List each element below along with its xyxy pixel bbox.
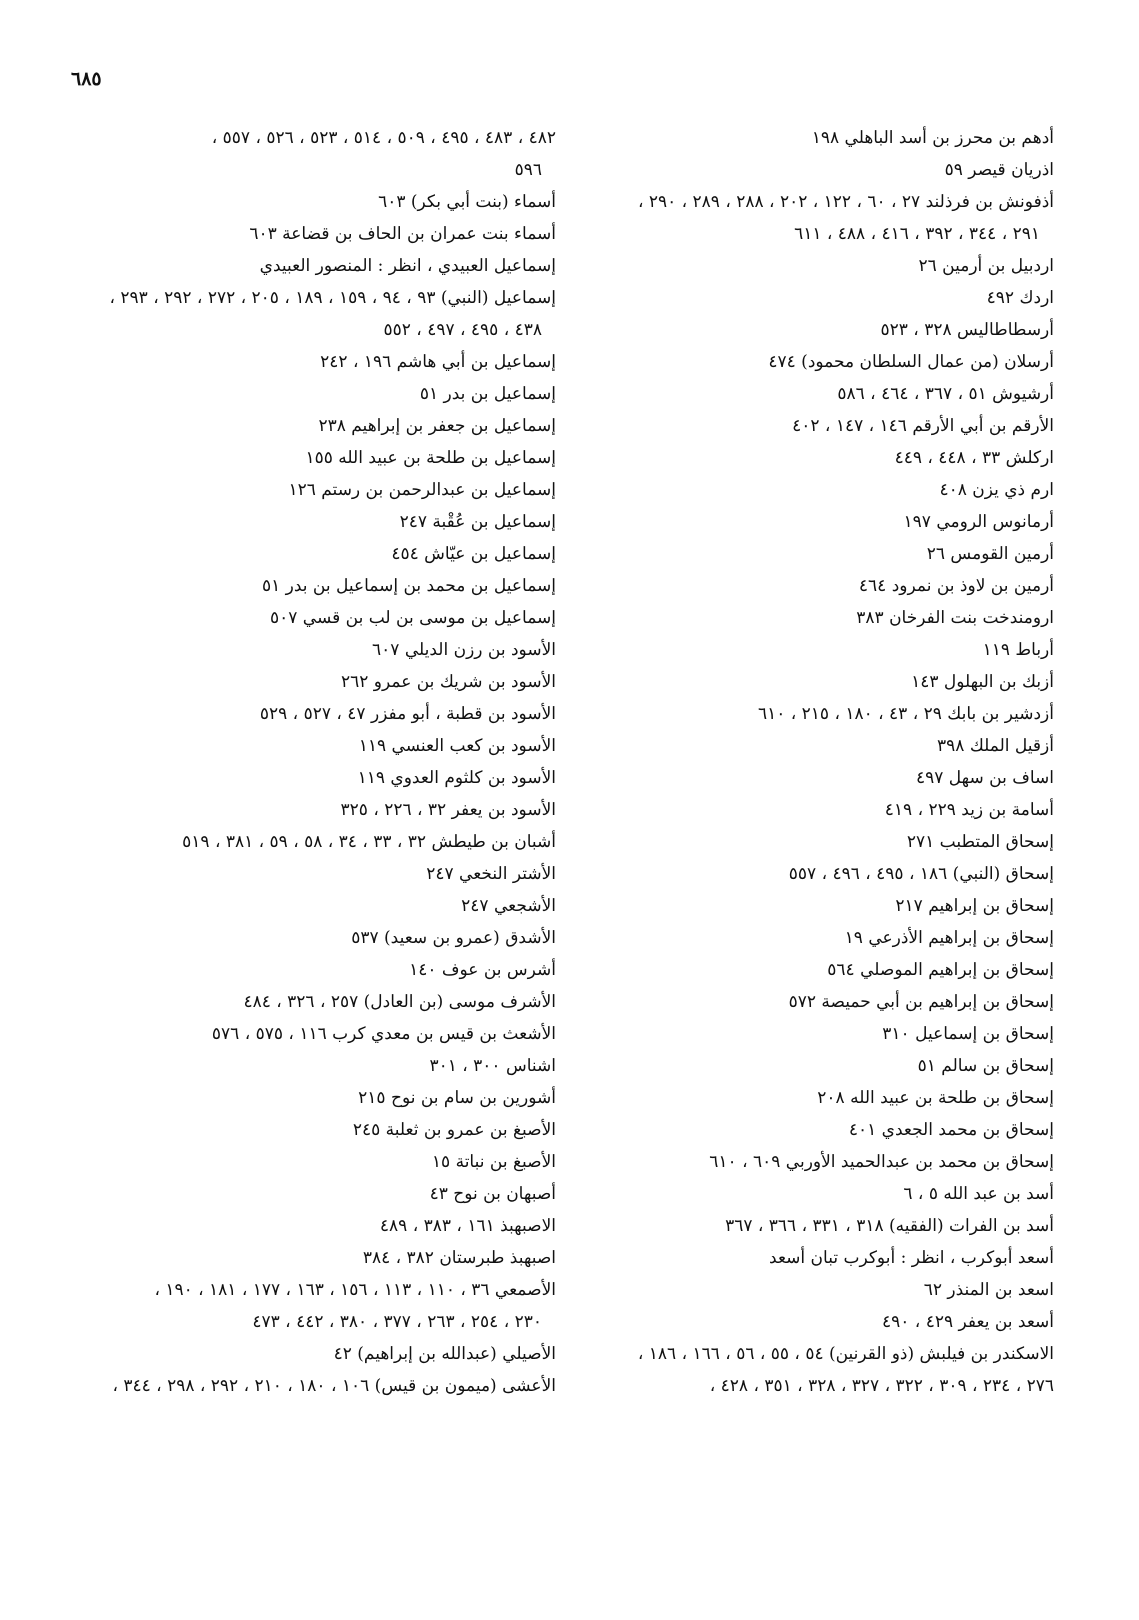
index-entry: اركلش ٣٣ ، ٤٤٨ ، ٤٤٩ xyxy=(894,448,1054,468)
index-entry: إسحاق بن سالم ٥١ xyxy=(917,1056,1054,1076)
index-entry: أزبك بن البهلول ١٤٣ xyxy=(911,672,1054,692)
index-entry: الأشرف موسى (بن العادل) ٢٥٧ ، ٣٢٦ ، ٤٨٤ xyxy=(243,992,556,1012)
index-entry: أرسطاطاليس ٣٢٨ ، ٥٢٣ xyxy=(880,320,1054,340)
index-entry: الأشعث بن قيس بن معدي كرب ١١٦ ، ٥٧٥ ، ٥٧٦ xyxy=(211,1024,556,1044)
index-entry: إسماعيل بن موسى بن لب بن قسي ٥٠٧ xyxy=(269,608,556,628)
index-entry: الاسكندر بن فيلبش (ذو القرنين) ٥٤ ، ٥٥ ، ٥٦ ، ١٦٦ ، ١٨٦ ، xyxy=(637,1344,1054,1364)
index-entry: الأعشى (ميمون بن قيس) ١٠٦ ، ١٨٠ ، ٢١٠ ، ٢٩٢ ، ٢٩٨ ، ٣٤٤ ، xyxy=(112,1376,556,1396)
index-entry: إسماعيل بن بدر ٥١ xyxy=(419,384,556,404)
index-entry: أسامة بن زيد ٢٢٩ ، ٤١٩ xyxy=(884,800,1054,820)
index-entry: إسماعيل بن عُقْبة ٢٤٧ xyxy=(399,512,556,532)
index-entry: اذريان قيصر ٥٩ xyxy=(944,160,1054,180)
index-entry: أذفونش بن فرذلند ٢٧ ، ٦٠ ، ١٢٢ ، ٢٠٢ ، ٢٨٨ ، ٢٨٩ ، ٢٩٠ ، xyxy=(637,192,1054,212)
index-entry-continuation: ٥٩٦ xyxy=(514,160,542,180)
index-entry: الأشتر النخعي ٢٤٧ xyxy=(426,864,556,884)
index-entry: أسعد أبوكرب ، انظر : أبوكرب تبان أسعد xyxy=(769,1248,1054,1268)
index-entry: أرمين القومس ٢٦ xyxy=(926,544,1054,564)
index-entry: إسحاق (النبي) ١٨٦ ، ٤٩٥ ، ٤٩٦ ، ٥٥٧ xyxy=(788,864,1054,884)
index-entry: الأسود بن يعفر ٣٢ ، ٢٢٦ ، ٣٢٥ xyxy=(340,800,556,820)
index-entry: الأسود بن كعب العنسي ١١٩ xyxy=(358,736,556,756)
index-entry: أصبهان بن نوح ٤٣ xyxy=(429,1184,556,1204)
index-entry-continuation: ٢٣٠ ، ٢٥٤ ، ٢٦٣ ، ٣٧٧ ، ٣٨٠ ، ٤٤٢ ، ٤٧٣ xyxy=(252,1312,542,1332)
index-entry: إسحاق بن إبراهيم الأذرعي ١٩ xyxy=(844,928,1054,948)
index-entry: إسحاق بن إبراهيم الموصلي ٥٦٤ xyxy=(827,960,1054,980)
index-entry: الأشجعي ٢٤٧ xyxy=(461,896,556,916)
index-entry: الأسود بن رزن الديلي ٦٠٧ xyxy=(372,640,556,660)
index-entry: الأصيلي (عبدالله بن إبراهيم) ٤٢ xyxy=(333,1344,556,1364)
index-entry: الأسود بن كلثوم العدوي ١١٩ xyxy=(357,768,556,788)
index-entry: أزقيل الملك ٣٩٨ xyxy=(937,736,1054,756)
page-number: ٦٨٥ xyxy=(71,68,102,90)
index-entry: اردبيل بن أرمين ٢٦ xyxy=(918,256,1054,276)
index-entry: اردك ٤٩٢ xyxy=(986,288,1054,308)
index-entry: إسحاق المتطبب ٢٧١ xyxy=(906,832,1054,852)
index-entry: أرمانوس الرومي ١٩٧ xyxy=(903,512,1054,532)
index-entry: إسحاق بن محمد الجعدي ٤٠١ xyxy=(848,1120,1054,1140)
index-entry: أرمين بن لاوذ بن نمرود ٤٦٤ xyxy=(858,576,1054,596)
index-entry: إسماعيل بن جعفر بن إبراهيم ٢٣٨ xyxy=(318,416,556,436)
index-entry: أرباط ١١٩ xyxy=(982,640,1054,660)
index-entry-continuation: ٤٨٢ ، ٤٨٣ ، ٤٩٥ ، ٥٠٩ ، ٥١٤ ، ٥٢٣ ، ٥٢٦ ، ٥٥٧ ، xyxy=(211,128,556,148)
index-entry: إسماعيل العبيدي ، انظر : المنصور العبيدي xyxy=(259,256,556,276)
index-entry: اسعد بن المنذر ٦٢ xyxy=(923,1280,1054,1300)
index-entry: إسحاق بن إبراهيم بن أبي حميصة ٥٧٢ xyxy=(788,992,1054,1012)
index-entry: اشناس ٣٠٠ ، ٣٠١ xyxy=(429,1056,556,1076)
index-entry: الأسود بن قطبة ، أبو مفزر ٤٧ ، ٥٢٧ ، ٥٢٩ xyxy=(259,704,556,724)
index-entry: إسماعيل (النبي) ٩٣ ، ٩٤ ، ١٥٩ ، ١٨٩ ، ٢٠٥ ، ٢٧٢ ، ٢٩٢ ، ٢٩٣ ، xyxy=(109,288,556,308)
index-entry: إسحاق بن محمد بن عبدالحميد الأوربي ٦٠٩ ، ٦١٠ xyxy=(709,1152,1054,1172)
index-entry: إسحاق بن إبراهيم ٢١٧ xyxy=(895,896,1054,916)
index-entry: الأصمعي ٣٦ ، ١١٠ ، ١١٣ ، ١٥٦ ، ١٦٣ ، ١٧٧ ، ١٨١ ، ١٩٠ ، xyxy=(154,1280,556,1300)
index-entry: أرسلان (من عمال السلطان محمود) ٤٧٤ xyxy=(768,352,1054,372)
index-entry: أشبان بن طيطش ٣٢ ، ٣٣ ، ٣٤ ، ٥٨ ، ٥٩ ، ٣٨١ ، ٥١٩ xyxy=(182,832,556,852)
index-entry-continuation: ٤٣٨ ، ٤٩٥ ، ٤٩٧ ، ٥٥٢ xyxy=(383,320,542,340)
index-entry: أسماء بنت عمران بن الحاف بن قضاعة ٦٠٣ xyxy=(249,224,556,244)
index-entry: أسد بن الفرات (الفقيه) ٣١٨ ، ٣٣١ ، ٣٦٦ ، ٣٦٧ xyxy=(725,1216,1054,1236)
index-entry: إسماعيل بن أبي هاشم ١٩٦ ، ٢٤٢ xyxy=(320,352,556,372)
index-entry: أرشيوش ٥١ ، ٣٦٧ ، ٤٦٤ ، ٥٨٦ xyxy=(837,384,1054,404)
index-entry: إسماعيل بن طلحة بن عبيد الله ١٥٥ xyxy=(305,448,556,468)
index-entry: إسماعيل بن عبدالرحمن بن رستم ١٢٦ xyxy=(288,480,556,500)
index-entry: أشرس بن عوف ١٤٠ xyxy=(409,960,556,980)
index-entry-continuation: ٢٩١ ، ٣٤٤ ، ٣٩٢ ، ٤١٦ ، ٤٨٨ ، ٦١١ xyxy=(794,224,1040,244)
index-entry: الأشدق (عمرو بن سعيد) ٥٣٧ xyxy=(351,928,556,948)
index-entry: الأصبغ بن نباتة ١٥ xyxy=(431,1152,556,1172)
index-entry: إسحاق بن طلحة بن عبيد الله ٢٠٨ xyxy=(817,1088,1054,1108)
index-entry: أشورين بن سام بن نوح ٢١٥ xyxy=(358,1088,556,1108)
index-entry: اساف بن سهل ٤٩٧ xyxy=(915,768,1054,788)
index-entry: ارم ذي يزن ٤٠٨ xyxy=(939,480,1054,500)
index-entry: أسد بن عبد الله ٥ ، ٦ xyxy=(903,1184,1054,1204)
index-entry: إسماعيل بن عيّاش ٤٥٤ xyxy=(391,544,556,564)
index-entry: أسعد بن يعفر ٤٢٩ ، ٤٩٠ xyxy=(882,1312,1054,1332)
index-entry: ارومندخت بنت الفرخان ٣٨٣ xyxy=(856,608,1054,628)
index-entry: الأرقم بن أبي الأرقم ١٤٦ ، ١٤٧ ، ٤٠٢ xyxy=(792,416,1054,436)
index-entry: إسحاق بن إسماعيل ٣١٠ xyxy=(882,1024,1054,1044)
index-entry: اصبهبذ طبرستان ٣٨٢ ، ٣٨٤ xyxy=(362,1248,556,1268)
index-entry-continuation: ٢٧٦ ، ٢٣٤ ، ٣٠٩ ، ٣٢٢ ، ٣٢٧ ، ٣٢٨ ، ٣٥١ ، ٤٢٨ ، xyxy=(709,1376,1054,1396)
index-entry: أزدشير بن بابك ٢٩ ، ٤٣ ، ١٨٠ ، ٢١٥ ، ٦١٠ xyxy=(757,704,1054,724)
index-entry: الاصبهبذ ١٦١ ، ٣٨٣ ، ٤٨٩ xyxy=(379,1216,556,1236)
index-entry: الأسود بن شريك بن عمرو ٢٦٢ xyxy=(340,672,556,692)
index-entry: أسماء (بنت أبي بكر) ٦٠٣ xyxy=(378,192,556,212)
index-entry: إسماعيل بن محمد بن إسماعيل بن بدر ٥١ xyxy=(261,576,556,596)
index-entry: أدهم بن محرز بن أسد الباهلي ١٩٨ xyxy=(811,128,1054,148)
index-entry: الأصبغ بن عمرو بن ثعلبة ٢٤٥ xyxy=(352,1120,556,1140)
